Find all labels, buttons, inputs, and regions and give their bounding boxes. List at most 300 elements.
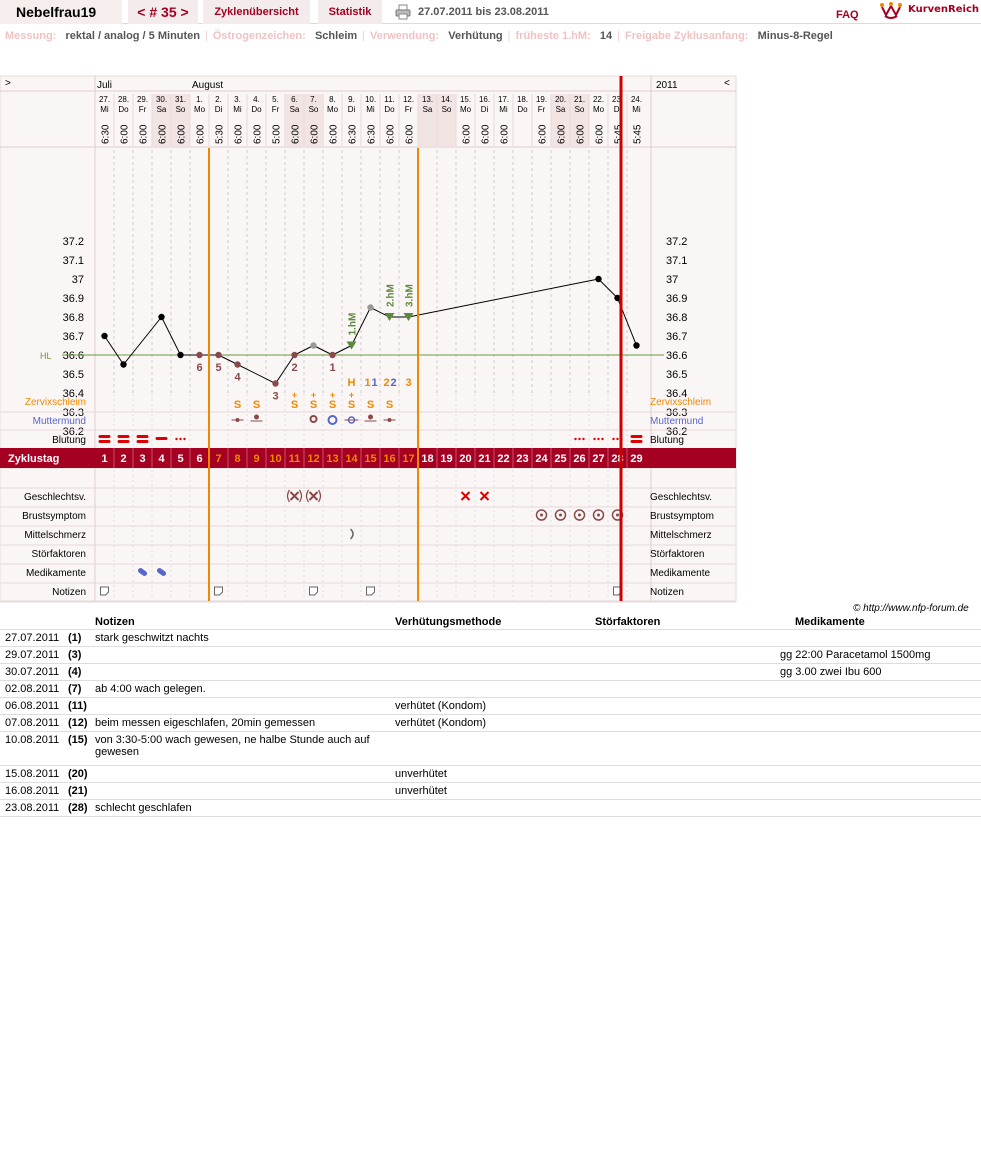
day-weekday: Sa [289,105,300,114]
info-separator: | [362,30,366,42]
breast-symptom-dot [597,514,600,517]
temperature-point [272,380,278,386]
row-label-left: Geschlechtsv. [23,492,86,503]
cycle-day-number: 29 [630,453,643,465]
cycle-day-number: 6 [196,453,203,465]
faq-link[interactable]: FAQ [836,9,859,21]
row-label-right: Mittelschmerz [650,530,712,541]
cycle-day-number: 23 [516,453,529,465]
temperature-point [329,352,335,358]
mucus-counter: 2 [383,377,390,389]
cell-note: von 3:30-5:00 wach gewesen, ne halbe Stunde auch auf gewesen [95,734,370,758]
cell-date: 30.07.2011 [5,666,60,678]
temperature-point [595,276,601,282]
cell-note: ab 4:00 wach gelegen. [95,683,206,695]
cycle-day-number: 21 [478,453,491,465]
day-date: 16. [478,95,491,104]
cell-cd: (4) [68,666,82,678]
cycle-number: # 35 [149,4,177,20]
info-separator: | [205,30,208,42]
row-label-left: Muttermund [32,416,86,427]
cell-cd: (21) [68,785,88,797]
cycle-day-number: 7 [215,453,222,465]
day-date: 22. [592,95,605,104]
temperature-point [291,352,297,358]
cycle-day-number: 15 [364,453,377,465]
notes-body [0,630,981,817]
info-label: Messung: [5,30,60,42]
mucus-plus: + [310,390,317,400]
day-date: 29. [136,95,149,104]
bleeding-spot-icon [175,438,177,440]
y-tick-right: 36.7 [666,331,688,343]
day-weekday: Do [251,105,262,114]
y-tick-left: 37 [71,274,84,286]
day-weekday: Fr [404,105,413,114]
year-label: 2011 [656,80,678,91]
cell-cd: (12) [68,717,88,729]
y-tick-left: 36.6 [62,350,84,362]
info-label: Östrogenzeichen: [212,30,309,42]
day-weekday: Sa [555,105,566,114]
day-weekday: Mi [632,105,641,114]
row-label-right: Blutung [650,435,684,446]
chart-background [0,76,736,601]
y-tick-left: 36.9 [62,293,84,305]
y-tick-right: 36.6 [666,350,688,362]
cycle-day-number: 19 [440,453,453,465]
cycle-day-number: 3 [139,453,146,465]
cell-meds: gg 22:00 Paracetamol 1500mg [780,649,931,661]
temperature-point [367,304,373,310]
row-label-left: Blutung [52,435,86,446]
day-date: 28. [117,95,130,104]
month-label: Juli [97,80,113,91]
cell-cd: (15) [68,734,88,746]
high-measurement-label: 1.hM [347,312,359,336]
bleeding-spot-icon [593,438,595,440]
low-measurement-label: 5 [215,362,222,374]
breast-symptom-dot [559,514,562,517]
info-value: Verhütung [448,30,503,42]
low-measurement-label: 6 [196,362,203,374]
username: Nebelfrau19 [0,0,122,24]
row-label-left: Störfaktoren [31,549,86,560]
cycle-day-number: 25 [554,453,567,465]
row-label-left: Medikamente [25,568,86,579]
cycle-day-number: 9 [253,453,260,465]
bleeding-heavy-icon [99,440,111,443]
cell-note: beim messen eigeschlafen, 20min gemessen [95,717,316,729]
bleeding-heavy-icon [137,435,149,438]
info-label: früheste 1.hM: [515,30,594,42]
cycle-navigator [128,0,198,24]
y-tick-right: 37.1 [666,255,688,267]
temperature-point [158,314,164,320]
day-time: 6:30 [366,124,378,144]
header-method: Verhütungsmethode [395,616,502,628]
breast-symptom-dot [540,514,543,517]
day-weekday: Sa [156,105,167,114]
y-tick-right: 36.3 [666,407,688,419]
day-date: 21. [573,95,586,104]
day-time: 6:00 [157,124,169,144]
day-date: 7. [310,95,317,104]
cell-method: verhütet (Kondom) [395,700,487,712]
day-time: 6:00 [233,124,245,144]
y-tick-left: 36.3 [62,407,84,419]
tab-statistics[interactable]: Statistik [318,0,382,24]
day-time: 6:30 [100,124,112,144]
cell-cd: (1) [68,632,82,644]
bleeding-spot-icon [179,438,181,440]
day-date: 24. [630,95,643,104]
top-bar [0,0,981,24]
day-date: 31. [174,95,187,104]
info-value: Minus-8-Regel [757,30,833,42]
bleeding-spot-icon [612,438,614,440]
printer-icon[interactable] [395,4,411,20]
cycle-day-number: 8 [234,453,241,465]
day-weekday: Mo [459,105,472,114]
day-date: 4. [253,95,260,104]
cell-date: 27.07.2011 [5,632,60,644]
mucus-symbol: S [233,399,242,411]
info-value: 14 [599,30,613,42]
bleeding-spot-icon [183,438,185,440]
breast-symptom-dot [578,514,581,517]
bleeding-spot-icon [601,438,603,440]
y-tick-right: 36.9 [666,293,688,305]
note-icon[interactable] [215,587,223,595]
day-weekday: Do [384,105,395,114]
day-time: 6:00 [252,124,264,144]
cycle-day-number: 1 [101,453,108,465]
cycle-day-number: 13 [326,453,339,465]
bleeding-spot-icon [578,438,580,440]
y-tick-left: 36.2 [62,426,84,438]
temperature-point [633,342,639,348]
y-tick-right: 36.5 [666,369,688,381]
row-label-right: Muttermund [650,416,704,427]
day-time: 6:00 [404,124,416,144]
info-value: rektal / analog / 5 Minuten [65,30,201,42]
cell-date: 06.08.2011 [5,700,60,712]
day-date: 5. [272,95,279,104]
day-date: 1. [196,95,203,104]
day-date: 30. [155,95,168,104]
mucus-symbol: S [252,399,261,411]
y-tick-right: 36.2 [666,426,688,438]
day-weekday: Mo [193,105,206,114]
day-date: 13. [421,95,434,104]
cell-date: 15.08.2011 [5,768,60,780]
day-date: 10. [364,95,377,104]
day-time: 6:00 [328,124,340,144]
nav-left-button[interactable]: > [5,78,11,89]
temperature-point [120,361,126,367]
note-icon[interactable] [367,587,375,595]
cell-date: 16.08.2011 [5,785,60,797]
day-weekday: So [308,105,319,114]
day-time: 6:00 [138,124,150,144]
bleeding-spot-icon [616,438,618,440]
day-time: 5:00 [271,124,283,144]
day-date: 6. [291,95,298,104]
temperature-point [101,333,107,339]
table-row [0,715,981,732]
cell-date: 23.08.2011 [5,802,60,814]
cycle-day-number: 28 [611,453,624,465]
mucus-plus: + [348,390,355,400]
day-time: 6:00 [195,124,207,144]
day-weekday: Mi [100,105,109,114]
day-weekday: Fr [537,105,546,114]
temperature-point [310,342,316,348]
info-separator: | [617,30,620,42]
temperature-point [196,352,202,358]
day-time: 6:00 [594,124,606,144]
day-date: 12. [402,95,415,104]
note-icon[interactable] [101,587,109,595]
cell-cd: (28) [68,802,88,814]
row-label-right: Störfaktoren [650,549,705,560]
header-factors: Störfaktoren [595,616,661,628]
day-weekday: Mo [326,105,339,114]
mucus-symbol: S [347,399,356,411]
row-label-left: Mittelschmerz [24,530,86,541]
cell-date: 29.07.2011 [5,649,60,661]
day-date: 8. [329,95,336,104]
copyright: © http://www.nfp-forum.de [853,603,969,614]
table-row [0,664,981,681]
low-measurement-label: 3 [272,390,279,403]
bleeding-spot-icon [574,438,576,440]
cell-method: verhütet (Kondom) [395,717,487,729]
day-time: 6:00 [290,124,302,144]
day-weekday: Fr [138,105,147,114]
day-time: 6:00 [176,124,188,144]
temperature-point [177,352,183,358]
day-weekday: Di [613,105,622,114]
mucus-plus: + [291,390,298,400]
cycle-day-number: 2 [120,453,127,465]
day-time: 6:00 [556,124,568,144]
crown-icon [880,1,902,19]
day-time: 6:00 [309,124,321,144]
low-measurement-label: 2 [291,362,298,374]
bleeding-heavy-icon [118,440,130,443]
low-measurement-label: 4 [234,371,241,384]
cell-note: schlecht geschlafen [95,802,192,814]
day-date: 23. [611,95,624,104]
cycle-day-number: 18 [421,453,434,465]
y-tick-right: 37 [666,274,679,286]
table-row [0,681,981,698]
cycle-day-number: 12 [307,453,320,465]
table-row [0,647,981,664]
day-time: 5:45 [632,124,644,144]
cell-note: stark geschwitzt nachts [95,632,209,644]
y-tick-right: 36.8 [666,312,688,324]
note-icon[interactable] [310,587,318,595]
y-tick-left: 37.2 [62,236,84,248]
day-weekday: So [441,105,452,114]
cell-date: 02.08.2011 [5,683,60,695]
row-label-left: Zervixschleim [24,397,86,408]
bleeding-heavy-icon [99,435,111,438]
cell-cd: (7) [68,683,82,695]
table-row [0,800,981,817]
cycle-day-number: 10 [269,453,282,465]
mucus-plus: + [329,390,336,400]
day-time: 5:45 [613,124,625,144]
mucus-counter: H [347,377,356,389]
mucus-symbol: S [366,399,375,411]
bleeding-heavy-icon [118,435,130,438]
bleeding-heavy-icon [631,435,643,438]
day-date: 3. [234,95,241,104]
y-tick-left: 36.8 [62,312,84,324]
bleeding-spot-icon [582,438,584,440]
kurvenreich-logo[interactable] [880,1,980,21]
day-weekday: Mo [592,105,605,114]
cycle-day-number: 17 [402,453,415,465]
day-weekday: Di [480,105,489,114]
cycle-day-label: Zyklustag [8,453,60,465]
table-row [0,732,981,766]
cell-method: unverhütet [395,768,447,780]
day-date: 27. [98,95,111,104]
cell-cd: (3) [68,649,82,661]
info-label: Freigabe Zyklusanfang: [624,30,752,42]
cell-date: 07.08.2011 [5,717,60,729]
date-range: 27.07.2011 bis 23.08.2011 [418,6,549,18]
mucus-counter: 1 [364,377,371,389]
cervix-dot-icon [368,415,373,420]
header-meds: Medikamente [795,616,865,628]
row-label-left: Notizen [52,587,86,598]
day-weekday: Di [347,105,356,114]
day-date: 18. [516,95,529,104]
day-weekday: So [175,105,186,114]
day-time: 6:00 [480,124,492,144]
day-time: 6:00 [499,124,511,144]
row-label-right: Geschlechtsv. [650,492,713,503]
mucus-symbol: S [309,399,318,411]
y-tick-left: 36.5 [62,369,84,381]
day-weekday: Mi [499,105,508,114]
row-label-right: Brustsymptom [650,511,714,522]
day-time: 6:30 [347,124,359,144]
day-weekday: Fr [271,105,280,114]
info-label: Verwendung: [370,30,443,42]
y-tick-left: 36.7 [62,331,84,343]
mucus-symbol: S [290,399,299,411]
bleeding-heavy-icon [631,440,643,443]
high-measurement-label: 3.hM [404,284,416,307]
mucus-symbol: S [328,399,337,411]
info-value: Schleim [314,30,358,42]
cell-meds: gg 3.00 zwei Ibu 600 [780,666,882,678]
day-weekday: Mi [233,105,242,114]
cycle-day-number: 14 [345,453,358,465]
day-time: 6:00 [119,124,131,144]
cycle-day-number: 27 [592,453,605,465]
prev-cycle-button[interactable]: < [137,4,146,20]
cycle-day-number: 26 [573,453,586,465]
day-time: 6:00 [385,124,397,144]
row-label-left: Brustsymptom [22,511,86,522]
cell-date: 10.08.2011 [5,734,60,746]
row-label-right: Medikamente [650,568,711,579]
day-date: 9. [348,95,355,104]
day-date: 14. [440,95,453,104]
day-weekday: Do [118,105,129,114]
table-row [0,766,981,783]
cycle-day-number: 4 [158,453,165,465]
notes-table [0,614,981,817]
cycle-day-number: 24 [535,453,548,465]
day-weekday: Do [517,105,528,114]
notes-header [0,614,981,630]
cycle-day-number: 11 [288,453,301,465]
day-date: 2. [215,95,222,104]
bleeding-medium-icon [156,437,168,440]
cycle-day-number: 22 [497,453,510,465]
bleeding-heavy-icon [137,440,149,443]
table-row [0,630,981,647]
low-measurement-label: 1 [329,362,336,374]
cervix-counter: 2 [390,377,397,389]
day-time: 6:00 [575,124,587,144]
day-time: 6:00 [461,124,473,144]
cell-method: unverhütet [395,785,447,797]
temperature-point [215,352,221,358]
mucus-symbol: S [385,399,394,411]
cycle-day-number: 20 [459,453,472,465]
high-measurement-label: 2.hM [385,284,397,307]
temperature-point [234,361,240,367]
logo-text: KurvenReich [908,4,980,15]
day-time: 5:30 [214,124,226,144]
day-weekday: Mi [366,105,375,114]
tab-cycle-overview[interactable]: Zyklenübersicht [203,0,310,24]
y-tick-left: 37.1 [62,255,84,267]
y-tick-right: 37.2 [666,236,688,248]
mucus-counter: 3 [405,377,412,389]
hl-label: HL [40,351,52,361]
month-label: August [192,80,224,91]
breast-symptom-dot [616,514,619,517]
day-date: 11. [384,95,395,104]
day-date: 19. [535,95,548,104]
next-cycle-button[interactable]: > [180,4,189,20]
y-tick-left: 36.4 [62,388,84,400]
y-tick-right: 36.4 [666,388,688,400]
day-date: 20. [554,95,567,104]
cycle-day-number: 16 [383,453,396,465]
cycle-chart [0,74,740,604]
header-notes: Notizen [95,616,135,628]
table-row [0,698,981,715]
cervix-dot-icon [254,415,259,420]
day-date: 15. [459,95,472,104]
cycle-day-number: 5 [177,453,184,465]
day-time: 6:00 [537,124,549,144]
day-weekday: Sa [422,105,433,114]
nav-right-button[interactable]: < [724,78,730,89]
